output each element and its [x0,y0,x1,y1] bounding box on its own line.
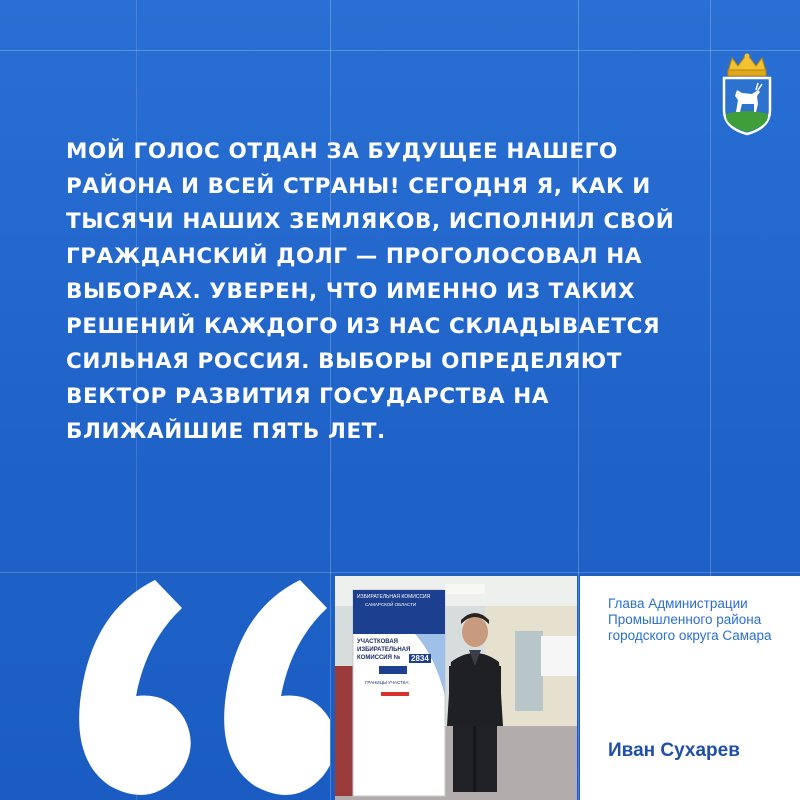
info-card [580,576,800,800]
quote-marks-icon [60,572,330,800]
banner-boundaries: ГРАНИЦЫ УЧАСТКА: [365,680,410,685]
person-name: Иван Сухарев [608,740,740,761]
position-title: Глава Администрации Промышленного района городского округа Самара [608,596,772,643]
banner-region: САМАРСКОЙ ОБЛАСТИ [365,602,417,607]
photo [335,576,577,800]
banner-number: 2834 [411,654,429,663]
grid-line [0,50,800,51]
quote-text: МОЙ ГОЛОС ОТДАН ЗА БУДУЩЕЕ НАШЕГО РАЙОНА И ВСЕЙ СТРАНЫ! СЕГОДНЯ Я, КАК И ТЫСЯЧИ НАШИХ ЗЕМЛЯКОВ, ИСПОЛНИЛ СВОЙ ГРАЖДАНСКИЙ ДОЛГ — ПРОГОЛОСОВАЛ НА ВЫБОРАХ. УВЕРЕН, ЧТО ИМЕННО ИЗ ТАКИХ РЕШЕНИЙ КАЖДОГО ИЗ НАС СКЛАДЫВАЕТСЯ СИЛЬНАЯ РОССИЯ. ВЫБОРЫ ОПРЕДЕЛЯЮТ ВЕКТОР РАЗВИТИЯ ГОСУДАРСТВА НА БЛИЖАЙШИЕ ПЯТЬ ЛЕТ. [66,139,675,444]
banner-commission: УЧАСТКОВАЯ ИЗБИРАТЕЛЬНАЯ КОМИССИЯ № [357,639,411,661]
photo-illustration [335,576,577,800]
banner-top-line: ИЗБИРАТЕЛЬНАЯ КОМИССИЯ [357,594,431,600]
samara-coat-of-arms-icon [718,52,776,136]
